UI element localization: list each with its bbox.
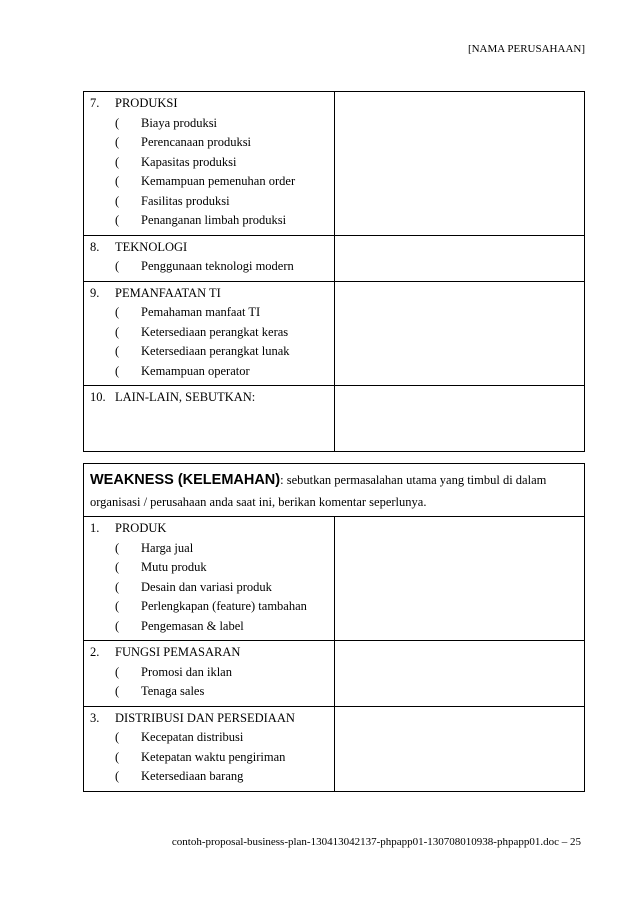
section-cell bbox=[84, 386, 335, 452]
bullet-marker: ( bbox=[115, 664, 120, 679]
list-item-label: Kecepatan distribusi bbox=[141, 730, 244, 744]
section-title: PRODUKSI bbox=[115, 96, 178, 110]
section-block bbox=[84, 282, 334, 386]
list-item bbox=[90, 578, 328, 598]
list-item bbox=[90, 728, 328, 748]
comment-cell[interactable] bbox=[334, 517, 585, 641]
weakness-heading-cell bbox=[84, 464, 585, 517]
list-item bbox=[90, 682, 328, 702]
section-block bbox=[84, 517, 334, 640]
bullet-marker: ( bbox=[115, 769, 120, 783]
weakness-desc-line2: organisasi / perusahaan anda saat ini, berikan komentar seperlunya. bbox=[90, 495, 427, 509]
weakness-title: WEAKNESS (KELEMAHAN) bbox=[90, 472, 281, 488]
list-item-label: Ketersediaan perangkat keras bbox=[141, 324, 289, 339]
section-title: TEKNOLOGI bbox=[115, 239, 188, 254]
section-title: LAIN-LAIN, SEBUTKAN: bbox=[115, 390, 256, 404]
list-item bbox=[90, 663, 328, 683]
section-title: PEMANFAATAN TI bbox=[115, 285, 221, 300]
list-item bbox=[90, 257, 328, 277]
section-number: 7. bbox=[90, 96, 100, 110]
section-number: 3. bbox=[90, 710, 100, 725]
section-heading bbox=[90, 388, 328, 408]
list-item-label: Pengemasan & label bbox=[141, 618, 244, 633]
section-title: DISTRIBUSI DAN PERSEDIAAN bbox=[115, 710, 295, 725]
section-block bbox=[84, 386, 334, 412]
section-cell bbox=[84, 281, 335, 386]
bullet-marker: ( bbox=[115, 363, 120, 378]
list-item-label: Perencanaan produksi bbox=[141, 135, 252, 149]
list-item-label: Ketepatan waktu pengiriman bbox=[141, 749, 286, 764]
section-heading bbox=[90, 709, 328, 729]
section-heading bbox=[90, 238, 328, 258]
section-heading bbox=[90, 519, 328, 539]
bullet-marker: ( bbox=[115, 154, 120, 169]
section-heading bbox=[90, 94, 328, 114]
list-item bbox=[90, 114, 328, 134]
list-item-label: Desain dan variasi produk bbox=[141, 579, 272, 594]
list-item-label: Kemampuan operator bbox=[141, 363, 250, 378]
list-item bbox=[90, 153, 328, 173]
bullet-marker: ( bbox=[115, 749, 120, 764]
list-item-label: Pemahaman manfaat TI bbox=[141, 305, 261, 319]
section-cell bbox=[84, 641, 335, 707]
weakness-desc-line1: : sebutkan permasalahan utama yang timbul di dalam bbox=[280, 473, 547, 487]
bullet-marker: ( bbox=[115, 115, 120, 130]
list-item-label: Penggunaan teknologi modern bbox=[141, 259, 294, 273]
bullet-marker: ( bbox=[115, 259, 120, 273]
list-item bbox=[90, 748, 328, 768]
bullet-marker: ( bbox=[115, 344, 120, 358]
section-title: PRODUK bbox=[115, 521, 167, 535]
list-item bbox=[90, 303, 328, 323]
section-block bbox=[84, 92, 334, 235]
list-item bbox=[90, 172, 328, 192]
list-item-label: Ketersediaan perangkat lunak bbox=[141, 344, 290, 358]
list-item bbox=[90, 558, 328, 578]
section-heading bbox=[90, 284, 328, 304]
bullet-marker: ( bbox=[115, 324, 120, 339]
list-item bbox=[90, 617, 328, 637]
list-item-label: Harga jual bbox=[141, 540, 194, 555]
section-cell bbox=[84, 706, 335, 791]
list-item bbox=[90, 597, 328, 617]
bullet-marker: ( bbox=[115, 618, 120, 633]
section-number: 9. bbox=[90, 285, 100, 300]
list-item-label: Kapasitas produksi bbox=[141, 154, 237, 169]
section-block bbox=[84, 236, 334, 281]
section-block bbox=[84, 641, 334, 706]
section-cell bbox=[84, 235, 335, 281]
bullet-marker: ( bbox=[115, 560, 120, 574]
comment-cell[interactable] bbox=[334, 706, 585, 791]
list-item bbox=[90, 539, 328, 559]
section-block bbox=[84, 707, 334, 791]
bullet-marker: ( bbox=[115, 540, 120, 555]
section-number: 1. bbox=[90, 521, 100, 535]
section-cell bbox=[84, 92, 335, 236]
list-item-label: Kemampuan pemenuhan order bbox=[141, 174, 296, 188]
list-item bbox=[90, 767, 328, 787]
bullet-marker: ( bbox=[115, 193, 120, 208]
list-item-label: Perlengkapan (feature) tambahan bbox=[141, 599, 307, 613]
bullet-marker: ( bbox=[115, 135, 120, 149]
bullet-marker: ( bbox=[115, 599, 120, 613]
list-item bbox=[90, 211, 328, 231]
list-item-label: Tenaga sales bbox=[141, 684, 205, 698]
bullet-marker: ( bbox=[115, 730, 120, 744]
section-number: 10. bbox=[90, 390, 106, 404]
company-header: [NAMA PERUSAHAAN] bbox=[467, 43, 585, 55]
comment-cell[interactable] bbox=[335, 235, 585, 281]
bullet-marker: ( bbox=[115, 213, 120, 227]
section-number: 2. bbox=[90, 645, 100, 659]
strength-table bbox=[83, 91, 585, 452]
list-item-label: Promosi dan iklan bbox=[141, 664, 232, 679]
section-heading bbox=[90, 643, 328, 663]
list-item-label: Penanganan limbah produksi bbox=[141, 213, 287, 227]
comment-cell[interactable] bbox=[334, 641, 585, 707]
section-cell bbox=[84, 517, 335, 641]
comment-cell[interactable] bbox=[335, 386, 585, 452]
list-item bbox=[90, 342, 328, 362]
comment-cell[interactable] bbox=[335, 281, 585, 386]
list-item bbox=[90, 362, 328, 382]
footer-filename: contoh-proposal-business-plan-130413042137-phpapp01-130708010938-phpapp01.doc – 25 bbox=[171, 836, 581, 848]
list-item bbox=[90, 133, 328, 153]
comment-cell[interactable] bbox=[335, 92, 585, 236]
bullet-marker: ( bbox=[115, 579, 120, 594]
list-item-label: Biaya produksi bbox=[141, 115, 218, 130]
section-title: FUNGSI PEMASARAN bbox=[115, 645, 241, 659]
bullet-marker: ( bbox=[115, 684, 120, 698]
section-number: 8. bbox=[90, 239, 100, 254]
bullet-marker: ( bbox=[115, 305, 120, 319]
list-item bbox=[90, 192, 328, 212]
bullet-marker: ( bbox=[115, 174, 120, 188]
list-item bbox=[90, 323, 328, 343]
list-item-label: Fasilitas produksi bbox=[141, 193, 230, 208]
weakness-table bbox=[83, 463, 585, 792]
list-item-label: Ketersediaan barang bbox=[141, 769, 244, 783]
list-item-label: Mutu produk bbox=[141, 560, 207, 574]
